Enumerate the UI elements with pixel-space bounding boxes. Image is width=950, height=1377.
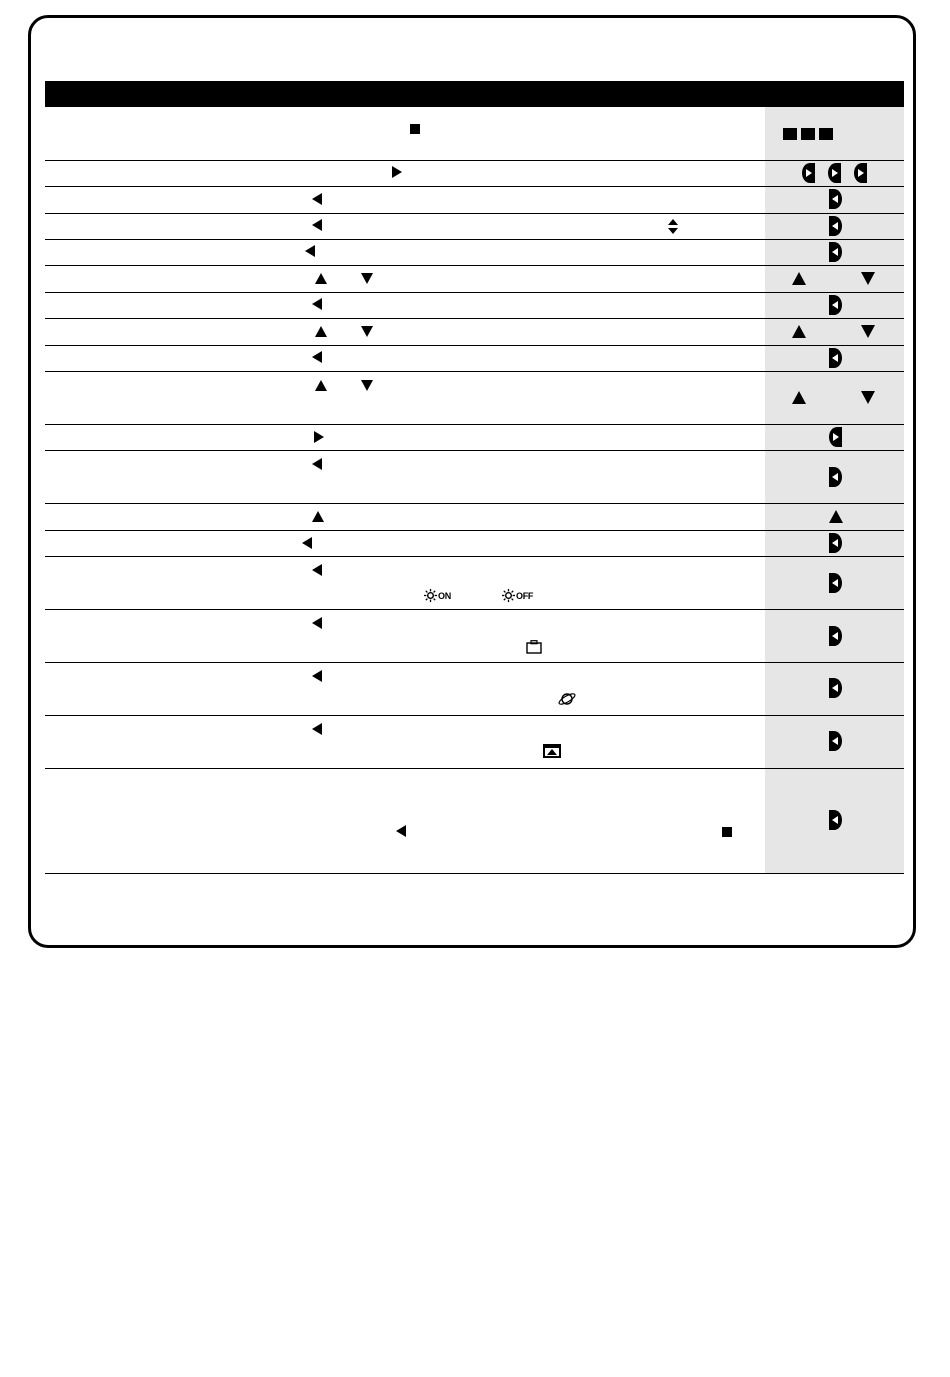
image-frame-icon [543,744,561,758]
row-divider [45,609,904,610]
up-triangle-icon [315,380,327,391]
row-divider [45,450,904,451]
up-triangle-icon [792,325,806,338]
row-divider [45,530,904,531]
key-right-icon [802,163,815,183]
key-left-icon [829,242,842,262]
down-triangle-icon [861,325,875,338]
row-divider [45,873,904,874]
sun-icon [502,589,515,602]
down-triangle-icon [861,391,875,404]
light-on-label: ON [438,591,451,601]
key-left-icon [829,295,842,315]
play-right-triangle-icon [314,431,324,443]
row-divider [45,715,904,716]
row-divider [45,213,904,214]
sun-icon [424,589,437,602]
down-triangle-icon [361,326,373,337]
row-divider [45,186,904,187]
stop-square-icon [783,128,797,140]
row-divider [45,556,904,557]
row-divider [45,160,904,161]
play-right-triangle-icon [392,166,402,178]
left-triangle-icon [312,298,322,310]
left-triangle-icon [312,193,322,205]
light-off-label: OFF [516,591,534,601]
up-down-arrows-icon [668,219,678,235]
row-divider [45,239,904,240]
row-divider [45,662,904,663]
up-triangle-icon [312,511,324,522]
down-triangle-icon [361,273,373,284]
up-triangle-icon [792,391,806,404]
table-header-bar [45,81,904,107]
left-triangle-icon [312,723,322,735]
stop-square-icon [801,128,815,140]
row-divider [45,424,904,425]
row-divider [45,503,904,504]
key-left-icon [829,216,842,236]
key-left-icon [829,467,842,487]
stop-square-icon [410,124,420,134]
key-right-icon [828,163,841,183]
up-triangle-icon [792,272,806,285]
left-triangle-icon [312,219,322,231]
up-triangle-icon [829,510,843,523]
up-triangle-icon [315,326,327,337]
row-divider [45,292,904,293]
left-triangle-icon [302,537,312,549]
stop-square-icon [722,827,732,837]
left-triangle-icon [305,245,315,257]
left-triangle-icon [312,458,322,470]
key-left-icon [829,678,842,698]
planet-icon [558,691,576,707]
stop-square-icon [819,128,833,140]
down-triangle-icon [361,380,373,391]
left-triangle-icon [312,670,322,682]
camera-icon [526,640,542,654]
left-triangle-icon [396,825,406,837]
down-triangle-icon [861,272,875,285]
key-right-icon [854,163,867,183]
key-right-icon [829,427,842,447]
row-divider [45,318,904,319]
row-divider [45,768,904,769]
left-triangle-icon [312,351,322,363]
key-left-icon [829,189,842,209]
key-left-icon [829,731,842,751]
row-divider [45,265,904,266]
key-left-icon [829,626,842,646]
key-left-icon [829,573,842,593]
row-divider [45,345,904,346]
row-divider [45,371,904,372]
up-triangle-icon [315,273,327,284]
left-triangle-icon [312,564,322,576]
key-left-icon [829,348,842,368]
key-left-icon [829,810,842,830]
left-triangle-icon [312,617,322,629]
key-left-icon [829,533,842,553]
